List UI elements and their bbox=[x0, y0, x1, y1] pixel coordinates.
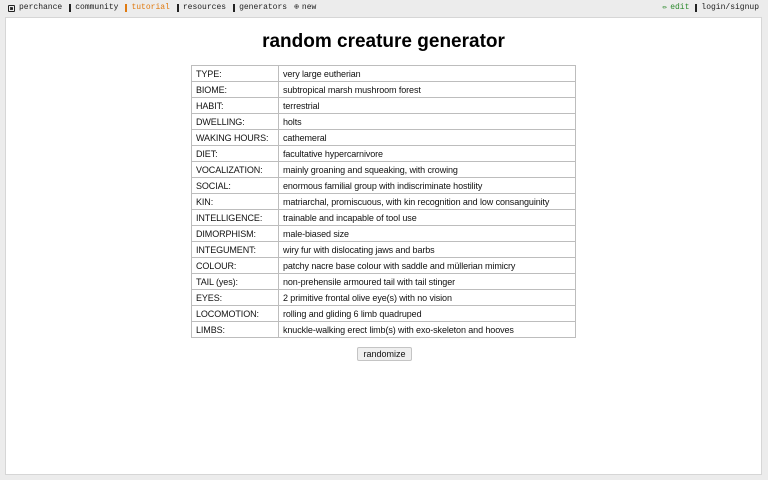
attribute-key: INTEGUMENT: bbox=[192, 242, 279, 258]
attribute-row bbox=[192, 242, 576, 258]
tutorial-icon bbox=[125, 4, 127, 12]
generator-panel bbox=[5, 17, 762, 475]
attribute-key: DWELLING: bbox=[192, 114, 279, 130]
attribute-row bbox=[192, 82, 576, 98]
nav-login-signup[interactable] bbox=[695, 0, 759, 16]
pencil-icon: ✏ bbox=[662, 3, 668, 12]
attribute-key: WAKING HOURS: bbox=[192, 130, 279, 146]
attribute-key: HABIT: bbox=[192, 98, 279, 114]
nav-resources-label: resources bbox=[182, 3, 227, 12]
nav-tutorial-label: tutorial bbox=[131, 3, 170, 12]
attribute-value: matriarchal, promiscuous, with kin recognition and low consanguinity bbox=[279, 194, 576, 210]
attribute-row bbox=[192, 226, 576, 242]
plus-circle-icon: ⊕ bbox=[294, 3, 299, 12]
attribute-key: EYES: bbox=[192, 290, 279, 306]
attribute-key: SOCIAL: bbox=[192, 178, 279, 194]
attribute-value: rolling and gliding 6 limb quadruped bbox=[279, 306, 576, 322]
nav-left bbox=[8, 0, 323, 16]
attribute-row bbox=[192, 146, 576, 162]
nav-edit-label: edit bbox=[670, 3, 690, 12]
nav-new-label: new bbox=[301, 3, 317, 12]
attribute-value: very large eutherian bbox=[279, 66, 576, 82]
nav-perchance-label: perchance bbox=[19, 3, 63, 12]
attribute-row bbox=[192, 258, 576, 274]
attribute-row bbox=[192, 178, 576, 194]
attribute-value: 2 primitive frontal olive eye(s) with no vision bbox=[279, 290, 576, 306]
attribute-value: wiry fur with dislocating jaws and barbs bbox=[279, 242, 576, 258]
nav-community-label: community bbox=[75, 3, 119, 12]
attribute-row bbox=[192, 322, 576, 338]
nav-right bbox=[656, 0, 759, 16]
attribute-row bbox=[192, 194, 576, 210]
attribute-value: mainly groaning and squeaking, with crowing bbox=[279, 162, 576, 178]
nav-resources[interactable] bbox=[177, 0, 226, 16]
attribute-key: COLOUR: bbox=[192, 258, 279, 274]
attribute-key: VOCALIZATION: bbox=[192, 162, 279, 178]
attribute-row bbox=[192, 306, 576, 322]
attribute-key: TYPE: bbox=[192, 66, 279, 82]
attribute-key: BIOME: bbox=[192, 82, 279, 98]
attribute-row bbox=[192, 66, 576, 82]
attribute-value: knuckle-walking erect limb(s) with exo-skeleton and hooves bbox=[279, 322, 576, 338]
attribute-value: non-prehensile armoured tail with tail stinger bbox=[279, 274, 576, 290]
attribute-value: trainable and incapable of tool use bbox=[279, 210, 576, 226]
dice-icon bbox=[8, 5, 15, 12]
generators-icon bbox=[233, 4, 235, 12]
attribute-value: terrestrial bbox=[279, 98, 576, 114]
attribute-row bbox=[192, 162, 576, 178]
attribute-row bbox=[192, 274, 576, 290]
attribute-row bbox=[192, 130, 576, 146]
login-icon bbox=[695, 4, 697, 12]
attribute-key: INTELLIGENCE: bbox=[192, 210, 279, 226]
nav-edit[interactable] bbox=[662, 0, 689, 16]
page-title: random creature generator bbox=[262, 31, 505, 52]
attribute-key: DIET: bbox=[192, 146, 279, 162]
attribute-key: TAIL (yes): bbox=[192, 274, 279, 290]
creature-attributes-table bbox=[191, 65, 576, 338]
attribute-value: cathemeral bbox=[279, 130, 576, 146]
attribute-value: enormous familial group with indiscriminate hostility bbox=[279, 178, 576, 194]
top-nav-bar bbox=[0, 0, 768, 16]
attribute-row bbox=[192, 98, 576, 114]
attribute-row bbox=[192, 114, 576, 130]
randomize-button[interactable]: randomize bbox=[357, 347, 412, 361]
attribute-key: DIMORPHISM: bbox=[192, 226, 279, 242]
attribute-key: KIN: bbox=[192, 194, 279, 210]
attribute-key: LOCOMOTION: bbox=[192, 306, 279, 322]
attribute-value: patchy nacre base colour with saddle and müllerian mimicry bbox=[279, 258, 576, 274]
attribute-value: subtropical marsh mushroom forest bbox=[279, 82, 576, 98]
attribute-key: LIMBS: bbox=[192, 322, 279, 338]
nav-perchance[interactable] bbox=[8, 0, 62, 16]
attribute-value: male-biased size bbox=[279, 226, 576, 242]
nav-login-label: login/signup bbox=[701, 3, 759, 12]
attribute-value: holts bbox=[279, 114, 576, 130]
nav-new[interactable] bbox=[294, 0, 316, 16]
community-icon bbox=[69, 4, 71, 12]
nav-generators[interactable] bbox=[233, 0, 287, 16]
nav-generators-label: generators bbox=[239, 3, 288, 12]
attribute-row bbox=[192, 290, 576, 306]
attribute-value: facultative hypercarnivore bbox=[279, 146, 576, 162]
nav-community[interactable] bbox=[69, 0, 118, 16]
nav-tutorial[interactable] bbox=[125, 0, 169, 16]
attribute-row bbox=[192, 210, 576, 226]
resources-icon bbox=[177, 4, 179, 12]
